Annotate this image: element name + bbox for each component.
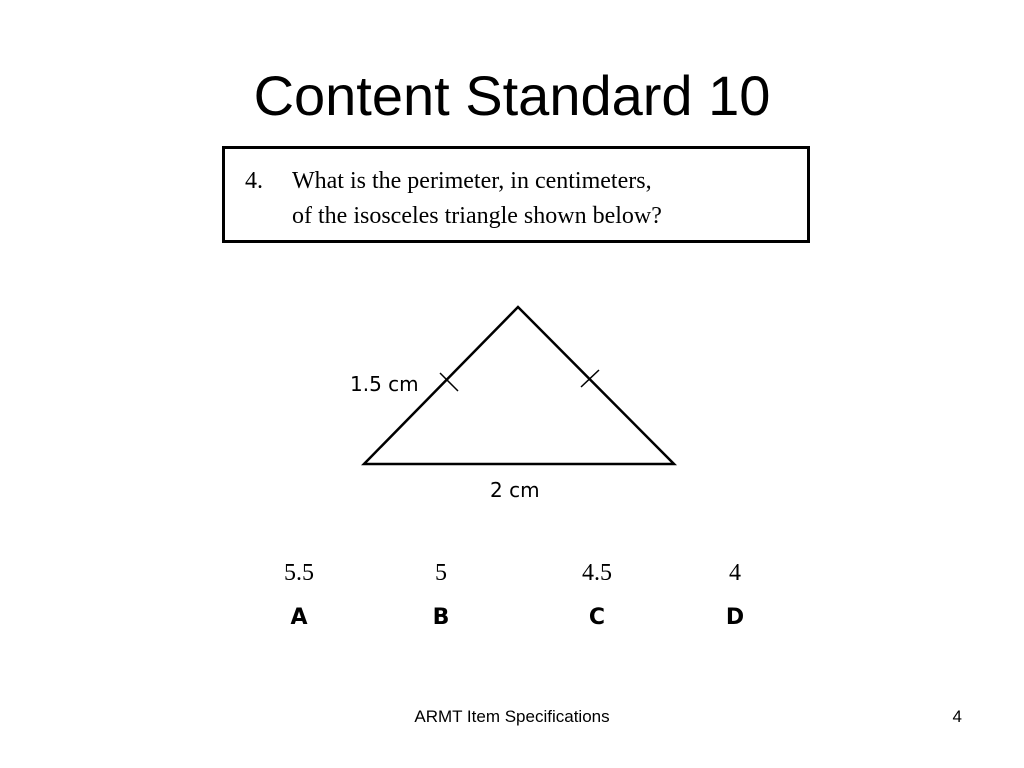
choice-b-letter: B (432, 605, 450, 630)
choice-b-value: 5 (435, 560, 447, 586)
choice-d-letter: D (725, 605, 745, 630)
choice-d-value: 4 (729, 560, 741, 586)
choice-c-letter: C (588, 605, 606, 630)
question-number: 4. (245, 168, 263, 194)
question-text-line-1: What is the perimeter, in centimeters, (292, 168, 652, 194)
slide-title: Content Standard 10 (253, 64, 771, 127)
choice-a-letter: A (290, 605, 308, 630)
footer-text: ARMT Item Specifications (414, 707, 610, 726)
choice-c-value: 4.5 (582, 560, 612, 586)
page-number: 4 (952, 707, 962, 726)
question-text-line-2: of the isosceles triangle shown below? (292, 203, 662, 229)
side-length-label: 1.5 cm (350, 372, 419, 396)
choice-a-value: 5.5 (284, 560, 314, 586)
base-length-label: 2 cm (490, 478, 540, 502)
